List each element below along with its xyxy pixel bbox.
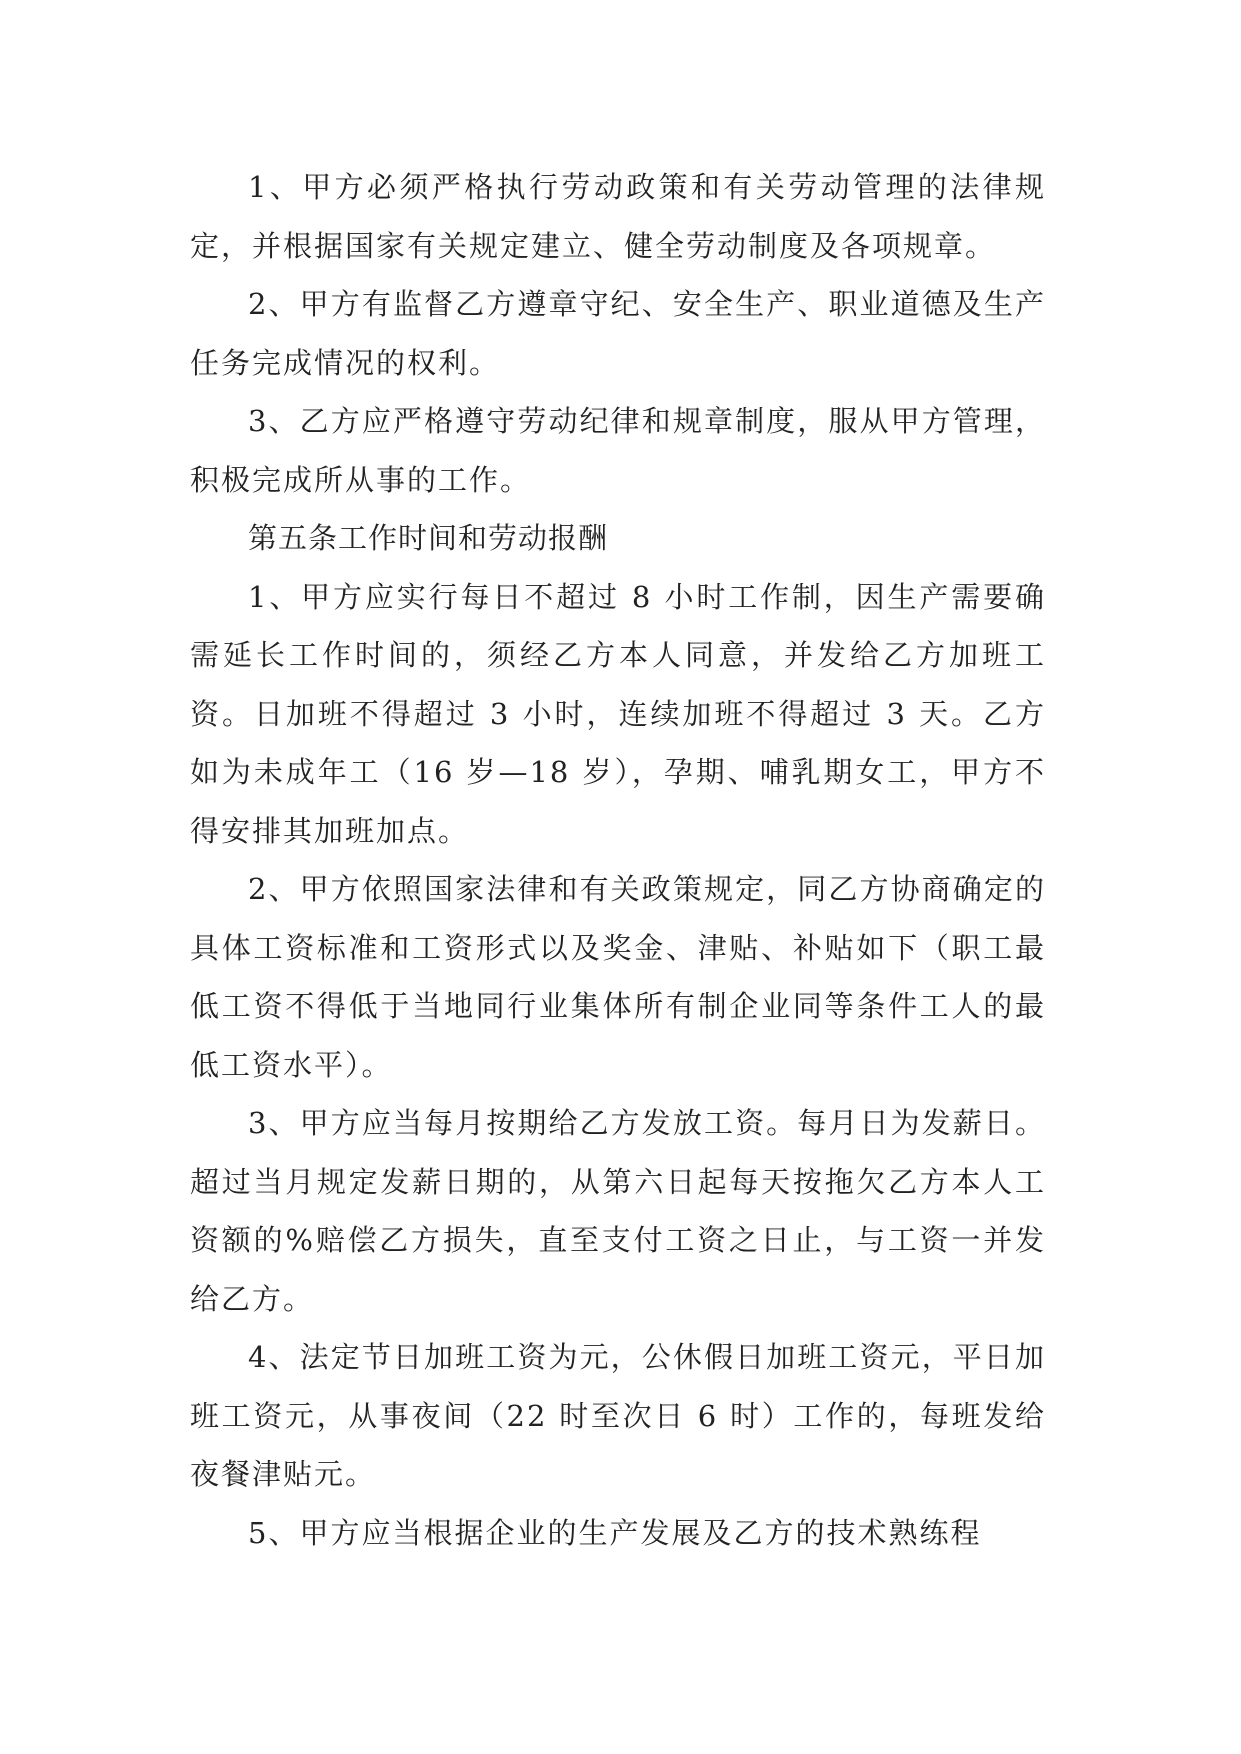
paragraph-wage-adjustment: 5、甲方应当根据企业的生产发展及乙方的技术熟练程 — [248, 1515, 982, 1550]
paragraph-clause-2: 2、甲方有监督乙方遵章守纪、安全生产、职业道德及生产任务完成情况的权利。 — [190, 287, 1046, 380]
document-body — [190, 158, 1046, 1562]
paragraph-clause-3: 3、乙方应严格遵守劳动纪律和规章制度，服从甲方管理，积极完成所从事的工作。 — [190, 404, 1046, 497]
paragraph-clause-1: 1、甲方必须严格执行劳动政策和有关劳动管理的法律规定，并根据国家有关规定建立、健全劳动制度及各项规章。 — [190, 170, 1046, 263]
section-heading-article-5: 第五条工作时间和劳动报酬 — [248, 521, 609, 555]
paragraph-wage-standard: 2、甲方依照国家法律和有关政策规定，同乙方协商确定的具体工资标准和工资形式以及奖金、津贴、补贴如下（职工最低工资不得低于当地同行业集体所有制企业同等条件工人的最低工资水平）。 — [190, 872, 1046, 1082]
paragraph-working-hours: 1、甲方应实行每日不超过 8 小时工作制，因生产需要确需延长工作时间的，须经乙方本人同意，并发给乙方加班工资。日加班不得超过 3 小时，连续加班不得超过 3 天。乙方如为未成年工（16 岁—18 岁），孕期、哺乳期女工，甲方不得安排其加班加点。 — [190, 579, 1046, 848]
paragraph-overtime-pay: 4、法定节日加班工资为元，公休假日加班工资元，平日加班工资元，从事夜间（22 时至次日 6 时）工作的，每班发给夜餐津贴元。 — [190, 1340, 1046, 1491]
paragraph-wage-payment: 3、甲方应当每月按期给乙方发放工资。每月日为发薪日。超过当月规定发薪日期的，从第六日起每天按拖欠乙方本人工资额的%赔偿乙方损失，直至支付工资之日止，与工资一并发给乙方。 — [190, 1106, 1046, 1316]
